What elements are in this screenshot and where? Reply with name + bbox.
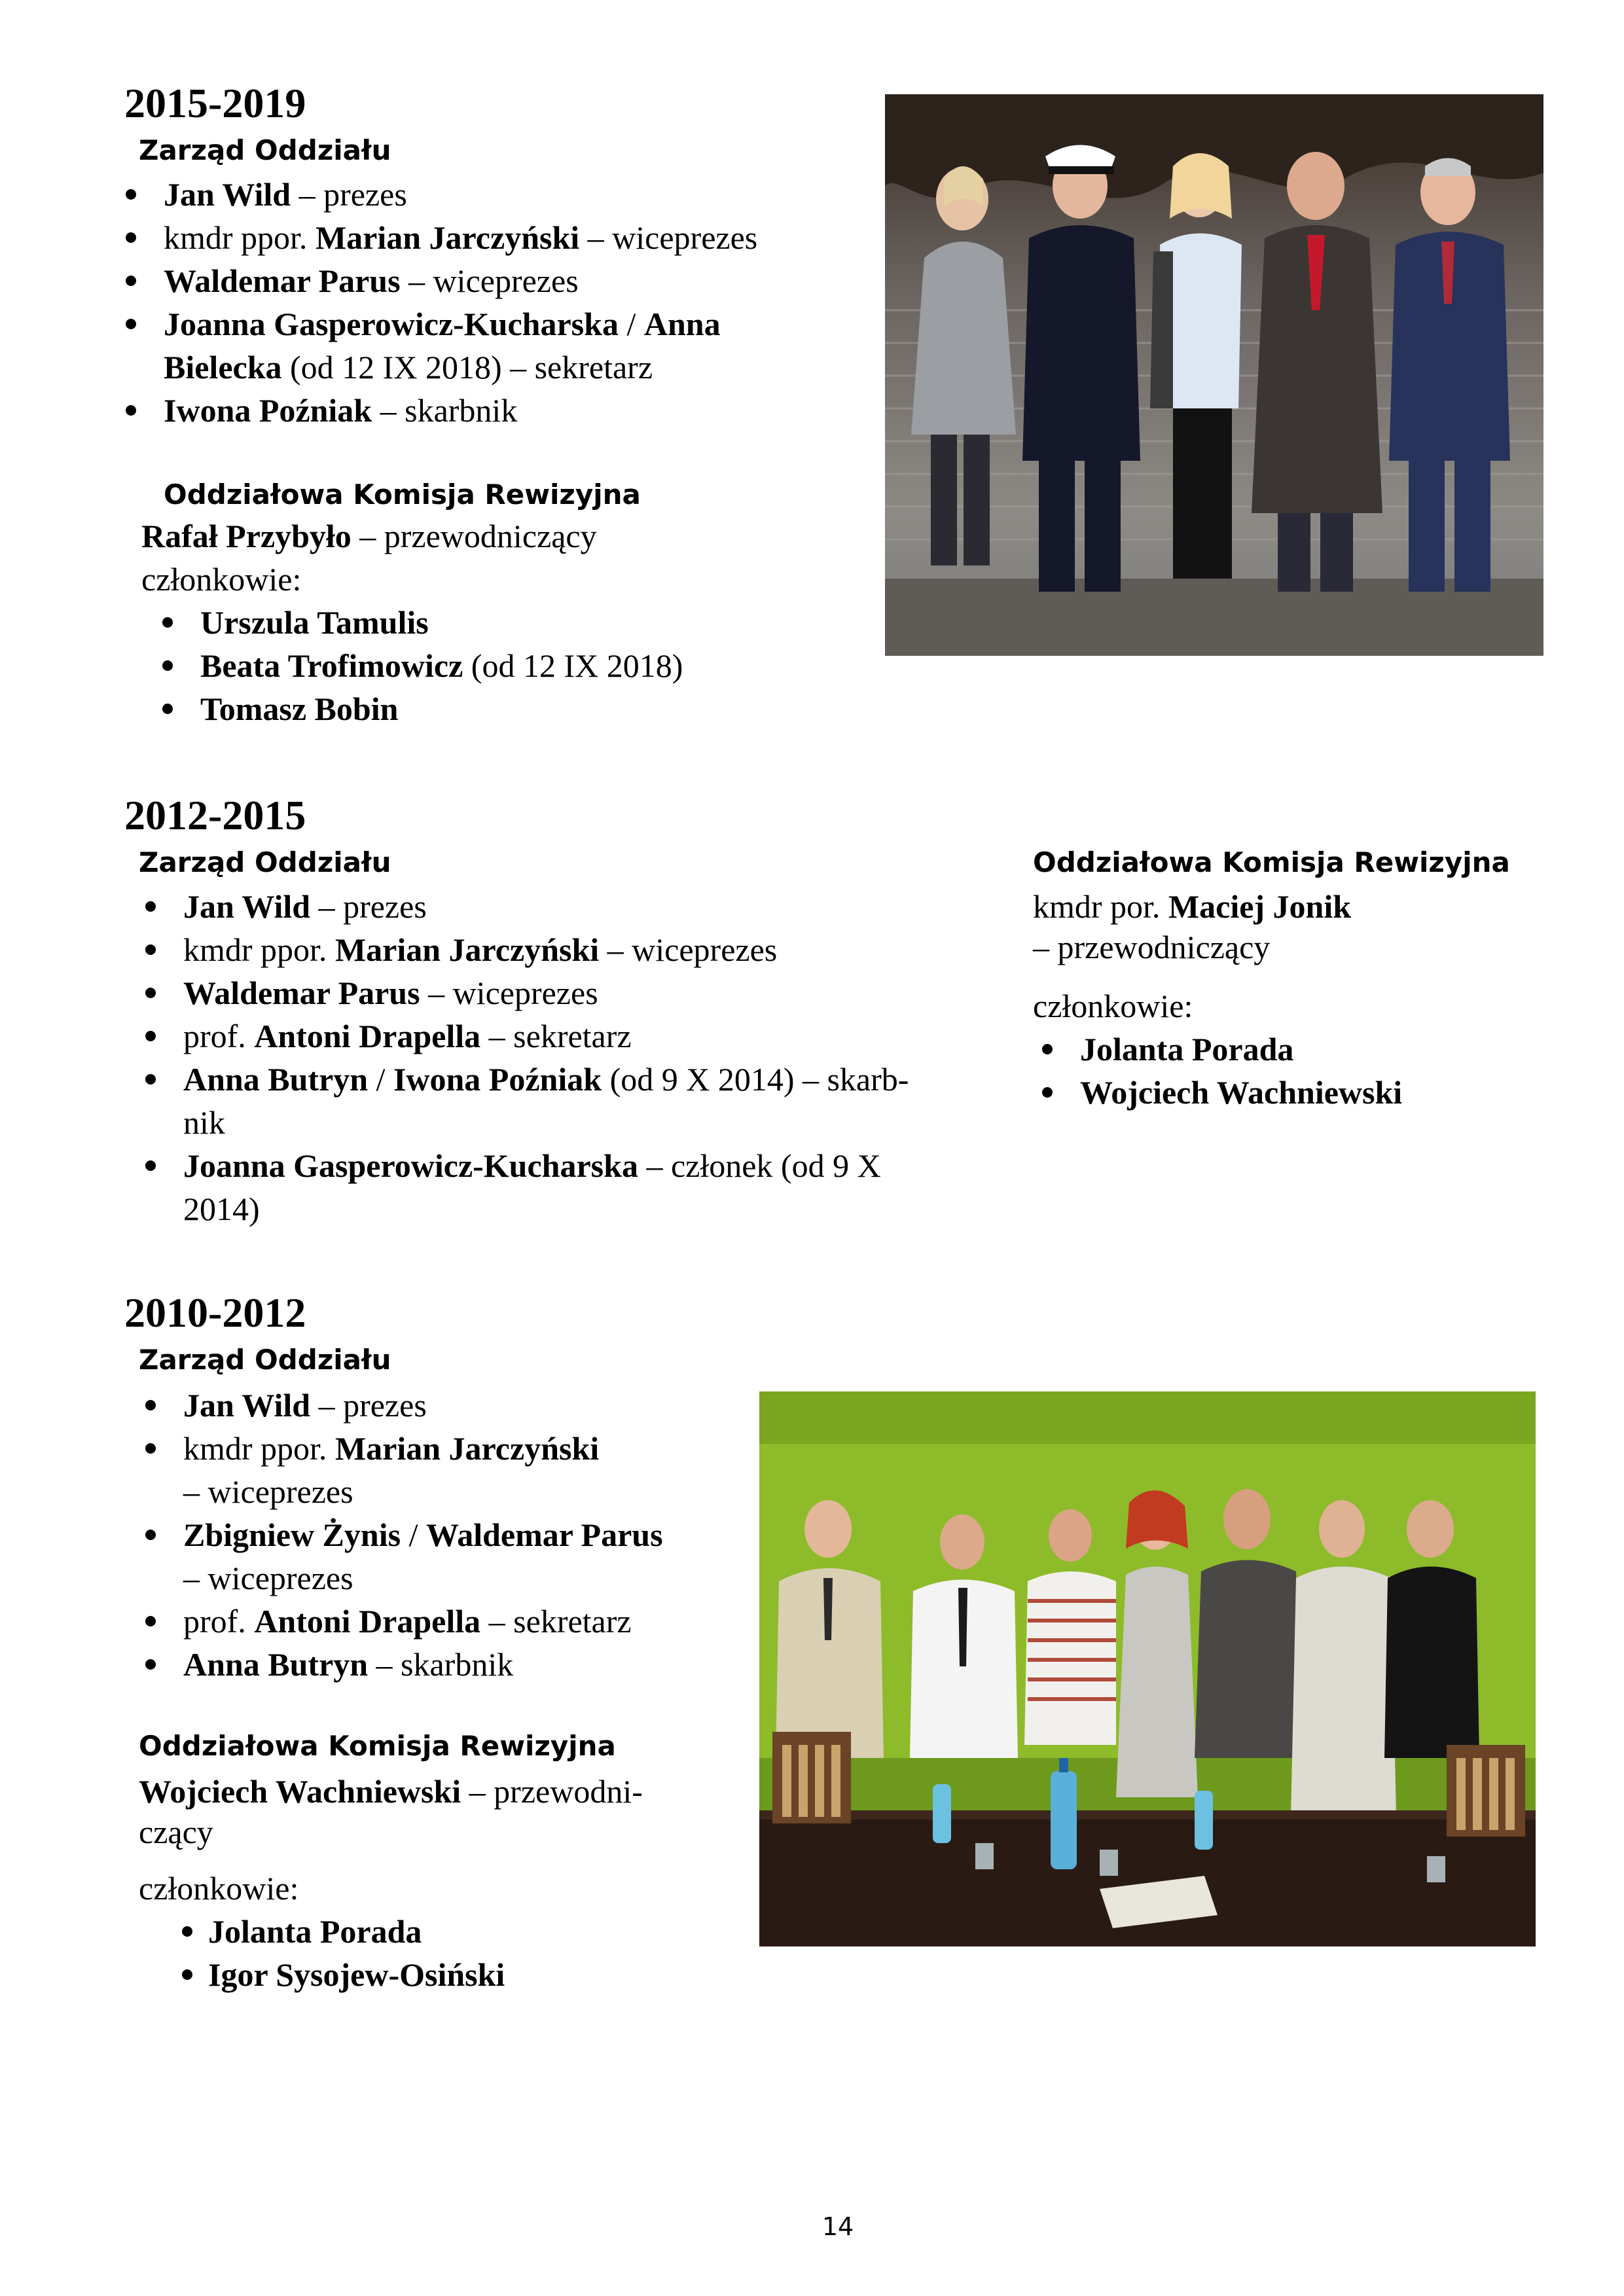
- list-item: Zbigniew Żynis / Waldemar Parus – wiceprezes: [183, 1513, 663, 1600]
- list-item: kmdr ppor. Marian Jarczyński – wiceprezes: [183, 1427, 663, 1513]
- commission-chair-2012: kmdr por. Maciej Jonik: [1033, 888, 1352, 925]
- list-item: Joanna Gasperowicz-Kucharska / Anna Bielecka (od 12 IX 2018) – sekretarz: [164, 302, 757, 389]
- list-item: Iwona Poźniak – skarbnik: [164, 389, 757, 432]
- commission-heading-2015: Oddziałowa Komisja Rewizyjna: [164, 478, 641, 511]
- board-list-2012: [183, 885, 909, 1230]
- list-item: Waldemar Parus – wiceprezes: [164, 259, 757, 302]
- page-number: 14: [821, 2212, 854, 2241]
- members-label-2010: członkowie:: [139, 1870, 299, 1907]
- members-list-2010: [208, 1910, 505, 1996]
- section-year-2010: 2010-2012: [124, 1289, 306, 1336]
- list-item: Anna Butryn – skarbnik: [183, 1643, 663, 1686]
- list-item: Urszula Tamulis: [200, 601, 683, 644]
- commission-chair-2015: Rafał Przybyło – przewodniczący: [141, 518, 597, 554]
- list-item: kmdr ppor. Marian Jarczyński – wiceprezes: [183, 928, 909, 971]
- commission-heading-2010: Oddziałowa Komisja Rewizyjna: [139, 1730, 616, 1762]
- commission-heading-2012: Oddziałowa Komisja Rewizyjna: [1033, 846, 1510, 878]
- members-label-2015: członkowie:: [141, 561, 302, 598]
- section-year-2015: 2015-2019: [124, 80, 306, 126]
- list-item: Igor Sysojew-Osiński: [208, 1953, 505, 1996]
- commission-chair-2010: Wojciech Wachniewski – przewodni-: [139, 1773, 643, 1810]
- list-item: prof. Antoni Drapella – sekretarz: [183, 1014, 909, 1058]
- group-photo-2015: [885, 94, 1543, 656]
- list-item: Jan Wild – prezes: [164, 173, 757, 216]
- list-item: Jolanta Porada: [208, 1910, 505, 1953]
- members-list-2012: [1080, 1028, 1402, 1114]
- list-item: Jan Wild – prezes: [183, 1384, 663, 1427]
- board-heading-2010: Zarząd Oddziału: [139, 1344, 391, 1376]
- board-list-2010: [183, 1384, 663, 1686]
- list-item: Beata Trofimowicz (od 12 IX 2018): [200, 644, 683, 687]
- commission-chair-role-2012: – przewodniczący: [1033, 929, 1271, 965]
- list-item: Joanna Gasperowicz-Kucharska – członek (od 9 X 2014): [183, 1144, 909, 1230]
- list-item: Anna Butryn / Iwona Poźniak (od 9 X 2014) – skarb- nik: [183, 1058, 909, 1144]
- members-label-2012: członkowie:: [1033, 988, 1193, 1024]
- list-item: Tomasz Bobin: [200, 687, 683, 730]
- board-heading-2015: Zarząd Oddziału: [139, 134, 391, 166]
- list-item: Wojciech Wachniewski: [1080, 1071, 1402, 1114]
- list-item: Jan Wild – prezes: [183, 885, 909, 928]
- list-item: Waldemar Parus – wiceprezes: [183, 971, 909, 1014]
- list-item: prof. Antoni Drapella – sekretarz: [183, 1600, 663, 1643]
- section-year-2012: 2012-2015: [124, 792, 306, 838]
- board-heading-2012: Zarząd Oddziału: [139, 846, 391, 878]
- list-item: Jolanta Porada: [1080, 1028, 1402, 1071]
- commission-chair-cont-2010: czący: [139, 1814, 213, 1850]
- board-list-2015: [164, 173, 757, 432]
- list-item: kmdr ppor. Marian Jarczyński – wiceprezes: [164, 216, 757, 259]
- members-list-2015: [200, 601, 683, 730]
- group-photo-2010: [759, 1391, 1536, 1946]
